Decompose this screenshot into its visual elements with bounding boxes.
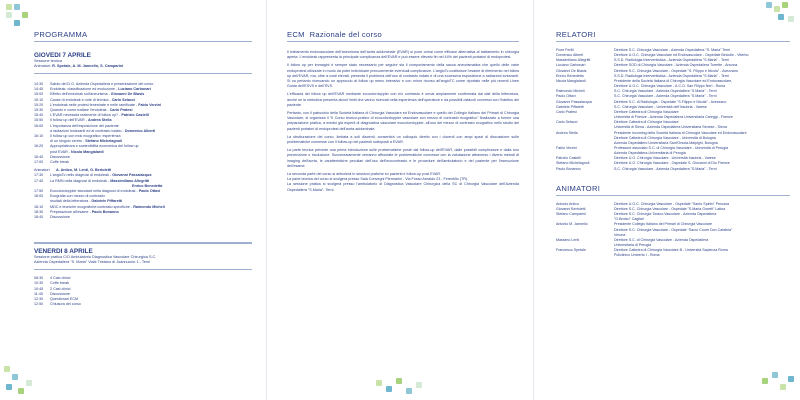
- schedule-row: 15:00 Effetto dell'endoleak sull'aneurisma - Giovanni De Blasis: [34, 92, 145, 97]
- schedule-row: 17:50 Ecocolordoppler standard nella diagnosi di endoleak - Paolo Ottavi: [34, 189, 161, 194]
- day1-schedule: [34, 82, 252, 165]
- divider: [34, 73, 252, 74]
- schedule-row: 17:30 L'angioTc nello diagnosi di endoleak - Giovanni Passalacqua: [34, 173, 152, 178]
- day2-session-line1: Sessione pratica C/O Ambulatorio Diagnostica Vascolare Chirurgica S.C.: [34, 255, 157, 260]
- person-name: Stefano Camparini: [556, 212, 586, 217]
- person-role: Presidente incoming della Società Italiana di Chirurgia Vascolare ed Endovascolare: [614, 130, 747, 135]
- animators-list: [556, 202, 790, 259]
- person-role: Verona: [614, 232, 626, 237]
- person-name: [556, 253, 614, 258]
- faculty-panel: [533, 0, 800, 400]
- person-role: Professore associato S.C. di Chirurgia Vascolare - Università di Perugia: [614, 145, 728, 150]
- person-role: Direttore S.C. di Chirurgia Vascolare - Azienda Ospedaliera: [614, 237, 709, 242]
- person-role: Direttore S.C. Chirurgia Toraco-Vascolare - Azienda Ospedaliera: [614, 212, 717, 217]
- person-role: Direttore S.C. di Radiologia - Ospedale "S.Filippo e Nicola" - Avezzano: [614, 99, 727, 104]
- person-role: Direttore Cattedra di Chirurgia Vascolare - Università di Bologna: [614, 135, 716, 140]
- person-role: Policlinico Umberto I - Roma: [614, 253, 660, 258]
- schedule-row: 10:45 2 Casi clinici: [34, 286, 71, 291]
- person-role: Direttore SOD di Chirurgia Vascolare - Azienda Ospedaliera Torrette - Ancona: [614, 63, 738, 68]
- schedule-row: 18:30 Preparazione all'esame - Paolo Bonanno: [34, 209, 119, 214]
- person-name: Gabriele Piffaretti: [556, 104, 584, 109]
- person-name: Fiore Ferilli: [556, 48, 574, 52]
- person-name: Massimo Lenti: [556, 237, 580, 242]
- person-role: Direttore Cattedra di Chirurgia Vascolare B - Università Sapienza Roma: [614, 248, 728, 253]
- day2-session-line2: Azienda Ospedaliera "S. Maria" Viale Tristano di Joannuccio 1 - Terni: [34, 260, 151, 265]
- person-role: Direttore U.O. Chirurgia Vascolare - Ospedale S. Giovanni di Dio Firenze: [614, 161, 730, 166]
- schedule-row: 12:30 Questionari ECM: [34, 297, 79, 302]
- day2-heading: VENERDI 8 APRILE: [34, 248, 93, 256]
- person-name: Paolo Ottavi: [556, 94, 576, 99]
- animator-row: [556, 253, 790, 258]
- person-name: Andrea Stella: [556, 130, 578, 135]
- person-name: Francesco Spetale: [556, 248, 586, 253]
- schedule-row: 14:30 Saluto del D.G. Azienda Ospedaliera e presentazione del corso: [34, 82, 154, 86]
- divider: [34, 242, 252, 244]
- person-name: Domenico Alberti: [556, 53, 584, 58]
- schedule-row: 15:40 L'EVAR necessita realmente di follow up? - Patrizio Castelli: [34, 113, 149, 118]
- day1-schedule-2: [34, 173, 252, 220]
- speakers-title: RELATORI: [556, 30, 790, 42]
- person-name: Carlo Setacci: [556, 120, 578, 125]
- person-role: Direttore S.C. Chirurgia Vascolare - Ospedale "Sacro Cuore Don Calabria": [614, 227, 733, 232]
- person-name: Enrico Benedetta: [556, 73, 584, 78]
- person-role: S.C. Chirurgia Vascolare - Università dell'Insubria - Varese: [614, 104, 707, 109]
- person-role: Direttore U.O. Chirurgia Vascolare - Università Insubria - Varese: [614, 156, 716, 161]
- schedule-row: 08:30 4 Casi clinici: [34, 276, 71, 281]
- schedule-row: 16:20 Appropriatezza e sostenibilità economica del follow up: [34, 144, 139, 149]
- rationale-paragraph: La strutturazione del corso, limitata a soli discenti, consentirà un colloquio diretto con i docenti con ampi spazi di discussione sulle problematiche connesse con il follow-up dei pazienti sottoposti a EVAR.: [287, 134, 519, 145]
- schedule-row: 16:10 Il follow up con mdc ecografico: esperienza: [34, 134, 121, 139]
- schedule-row: 15:20 L'endoleak nelle protesi fenestrate e nelle ramificate - Fabio Verzini: [34, 102, 161, 107]
- rationale-paragraph: Pertanto, con il patrocinio della Società Italiana di Chirurgia Vascolare ed Endovascolare e quello del Collegio Italiano dei Primari di Chirurgia Vascolare, si organizza il "II Corso teorico-pratico di ecocolordoppler vascolare con mezzo di contrasto ecografico" finalizzato a fornire una preparazione pratica, a medici già esperti di diagnostica vascolare ecocolordoppler, all'uso del mezzo di contrasto ecografico nello studio dei pazienti portatori di endoprotesi dell'aorta addominale.: [287, 111, 519, 131]
- schedule-row: di un singolo centro - Stefano Michelagnoli: [50, 139, 123, 144]
- program-title: PROGRAMMA: [34, 30, 252, 42]
- rationale-title: [287, 30, 519, 42]
- person-role: Azienda Ospedaliero Universitaria Sant'Orsola-Malpighi, Bologna: [614, 140, 718, 145]
- person-name: Carlo Pratesi: [556, 109, 577, 114]
- schedule-row: Enrico Benedetta: [132, 183, 163, 188]
- person-role: Direttore S.C. Chirurgia Vascolare - Ospedale "S.Maria Goretti" Latina: [614, 206, 726, 211]
- person-name: Giovanni Passalacqua: [556, 99, 592, 104]
- rationale-title-prefix: ECM: [287, 30, 305, 39]
- person-role: Presidente Collegio Italiano dei Primari di Chirurgia Vascolare: [614, 222, 713, 227]
- rationale-paragraph: La seconda parte del corso si articolerà in sessioni pratiche su pazienti e follow-up post EVAR.: [287, 172, 442, 177]
- person-name: Giovanni Bertoletti: [556, 206, 586, 211]
- moderators2-names: A. Antico, M. Lenti, G. Bertoletti: [56, 168, 112, 173]
- schedule-row: 18:00 Ecografia con mezzo di contrasto:: [34, 194, 106, 199]
- person-role: S.C. Chirurgia Vascolare - Azienda Ospedaliera "S.Maria" - Terni: [614, 166, 717, 171]
- day1-session-label: Sessione teorica: [34, 59, 63, 63]
- moderators2-label: Animatori: [34, 168, 50, 173]
- animators-title: ANIMATORI: [556, 184, 790, 196]
- divider: [34, 269, 252, 270]
- schedule-row: a radiazioni ionizzanti ed al contrasto iodato - Domenico Alberti: [50, 128, 156, 133]
- person-role: S.S.D. Radiologia Interventistica - Azienda Ospedaliera "S.Maria" - Terni: [614, 58, 729, 63]
- rationale-paragraph: La sessione pratica si svolgerà presso l'ambulatorio di Diagnostica Vascolare Chirurgica della SC di Chirurgia Vascolare dell'Azienda Ospedaliera "S.Maria"- Terni.: [287, 182, 519, 192]
- speakers-list: [556, 48, 790, 172]
- person-name: Patrizio Castelli: [556, 156, 581, 161]
- schedule-row: 16:00 L'importanza dell'esposizione del paziente: [34, 123, 119, 128]
- person-role: Direttore U.O.C. Chirurgia Vascolare - Ospedale "Santo Spirito" Pescara: [614, 201, 729, 206]
- rationale-panel: [266, 0, 533, 400]
- schedule-row: 17:40 La RMN nella diagnosi di endoleak - Massimiliano Allegritti: [34, 178, 150, 183]
- person-name: Massimiliano Allegritti: [556, 58, 591, 63]
- rationale-paragraph: Il follow up per immagini è sempre stato necessario per seguire sia il comportamento della sacca aneurismatica che quello delle varie endoprotesi utilizzate in modo da poter individuare precocemente eventuali complicanze. L'angioTc costituisce l'esame di riferimento nel follow up dell'EVAR, ma, oltre a costi elevati, presenta il problema dell'uso di contrasto iodato e di una eccessiva esposizione a radiazioni ionizzanti. Si va pertanto ricercando un approccio al follow up meno intensivo e con minor ricorso all'angioTC come riportato nelle più recenti Linee Guida dell'ESVS e dell'SVS.: [287, 63, 519, 89]
- schedule-row: 11:45 Discussione: [34, 291, 70, 296]
- person-name: Paolo Bonanno: [556, 166, 581, 171]
- rationale-title-text: Razionale del corso: [309, 30, 383, 39]
- schedule-row: 15:10 Cause di endoleak e note di tecnica - Carlo Setacci: [34, 97, 136, 102]
- person-name: Giovanni De Blasis: [556, 68, 587, 73]
- schedule-row: 10:30 Coffe break: [34, 281, 69, 286]
- person-role: Università di Siena - Azienda Ospedaliera Universitaria Senese - Siena: [614, 125, 727, 130]
- person-role: Direttore U.O.C. Chirurgia Vascolare - A.C.O. San Filippo Neri - Roma: [614, 84, 726, 89]
- program-panel: [0, 0, 266, 400]
- day1-heading: GIOVEDI 7 APRILE: [34, 52, 91, 59]
- schedule-row: 17:00 Coffe break: [34, 160, 69, 165]
- moderators-label: Animatori:: [34, 64, 52, 68]
- person-name: Stefano Michelagnoli: [556, 161, 590, 166]
- person-role: S.C. Chirurgia Vascolare - Azienda Ospedaliera "S.Maria" - Terni: [614, 94, 717, 99]
- person-role: Universitaria di Perugia: [614, 243, 652, 247]
- rationale-body: [287, 50, 519, 193]
- person-name: Nicola Mangialardi: [556, 78, 586, 83]
- speaker-row: [556, 167, 790, 172]
- person-role: Direttore Cattedra di Chirurgia Vascolare: [614, 120, 679, 125]
- rationale-paragraph: L'efficacia del follow up dell'EVAR mediante ecocolordoppler con e/o contrasto è ormai ampiamente confermata dai dati della letteratura, anche se la metodica presenta alcuni limiti che vanno ricercati nella esperienza dell'operatore e da possibili ostacoli connessi con l'habitus del paziente.: [287, 92, 519, 107]
- person-name: Raimondo Micheli: [556, 89, 585, 94]
- person-role: Direttore Cattedra di Chirurgia Vascolare: [614, 109, 679, 114]
- person-name: Fabio Verzini: [556, 145, 577, 150]
- person-role: Direttore U.O.C. Chirurgia Vascolare ed Endovascolare - Ospedale Belcolle - Viterbo: [614, 53, 749, 58]
- person-role: Azienda Ospedaliera-Universitaria di Perugia: [614, 151, 686, 156]
- schedule-row: 14:45 Endoleak: classificazione ed evoluzione - Luciano Carbonari: [34, 87, 151, 92]
- schedule-row: 18:10 MDC e tecniche ecografiche:contrasto specifiche - Raimondo Micheli: [34, 204, 165, 209]
- person-role: "G.Brotzu" Cagliari: [614, 217, 644, 222]
- schedule-row: 12:50 Chiusura del corso: [34, 302, 81, 307]
- person-name: Luciano Carbonari: [556, 63, 586, 68]
- person-role: S.C. Chirurgia Vascolare - Azienda Ospedaliera "S.Maria" - Terni: [614, 89, 717, 94]
- person-role: Università di Firenze - Azienda Ospedaliera Universitaria Careggi - Firenze: [614, 115, 733, 120]
- schedule-row: risultati della letteratura - Gabriele Piffaretti: [50, 199, 123, 204]
- schedule-row: 18:40 Discussione: [34, 215, 70, 220]
- person-name: Antonio Antico: [556, 201, 579, 206]
- person-role: Presidente della Società Italiana di Chirurgia Vascolare ed Endovascolare,: [614, 78, 733, 83]
- person-role: Direttore S.C. Chirurgia Vascolare - Ospedale "S. Filippo e Nicola" - Avezzano: [614, 68, 738, 73]
- schedule-row: post EVAR - Nicola Mangialardi: [50, 149, 104, 154]
- person-role: Direttore S.C. Chirurgia Vascolare - Azienda Ospedaliera "S. Maria" Terni: [614, 48, 731, 52]
- rationale-paragraph: La parte teorica del corso si svolgerà presso Sala Convegni Piermarini - Via Fosso Arnaldo 23 - Ferentillo (TR).: [287, 177, 469, 182]
- moderators-names: R. Spetale, A. M. Jannello, S. Camparini: [52, 64, 124, 68]
- schedule-row: 15:30 Quando e come trattare l'endoleak - Carlo Pratesi: [34, 108, 133, 113]
- rationale-paragraph: Il trattamento endovascolare dell'aneurisma dell'aorta addominale (EVAR) si pone ormai come efficace alternativa al trattamento in chirurgia aperta. L'endoleak rappresenta la principale complicanza dell'EVAR e può essere rilevato fin nel 44% dei pazienti portatori di endoprotesi.: [287, 50, 519, 60]
- rationale-paragraph: La parte teorica prevede una prima introduzione sulle problematiche poste dal follow-up dell'EVAR, dalle possibili complicanze e dalla loro prevenzione e risoluzione. Successivamente verranno affrontate le problematiche connesse con la valutazione attraverso i diversi metodi di imaging dell'aorta, le caratteristiche peculiari dell'uso dell'ecocontrasto e le procedure dell'ambulatorio e del paziente per l'esecuzione dell'esame.: [287, 148, 519, 168]
- person-role: S.S.D. Radiologia Interventistica - Azienda Ospedaliera "S.Maria" - Terni: [614, 73, 729, 78]
- day2-schedule: [34, 276, 252, 307]
- schedule-row: 15:50 Il follow up dell'EVAR - Andrea Stella: [34, 118, 112, 123]
- day1-moderators: [34, 64, 252, 69]
- person-name: Antonio M. Jannello: [556, 222, 588, 227]
- schedule-row: 16:40 Discussione: [34, 154, 70, 159]
